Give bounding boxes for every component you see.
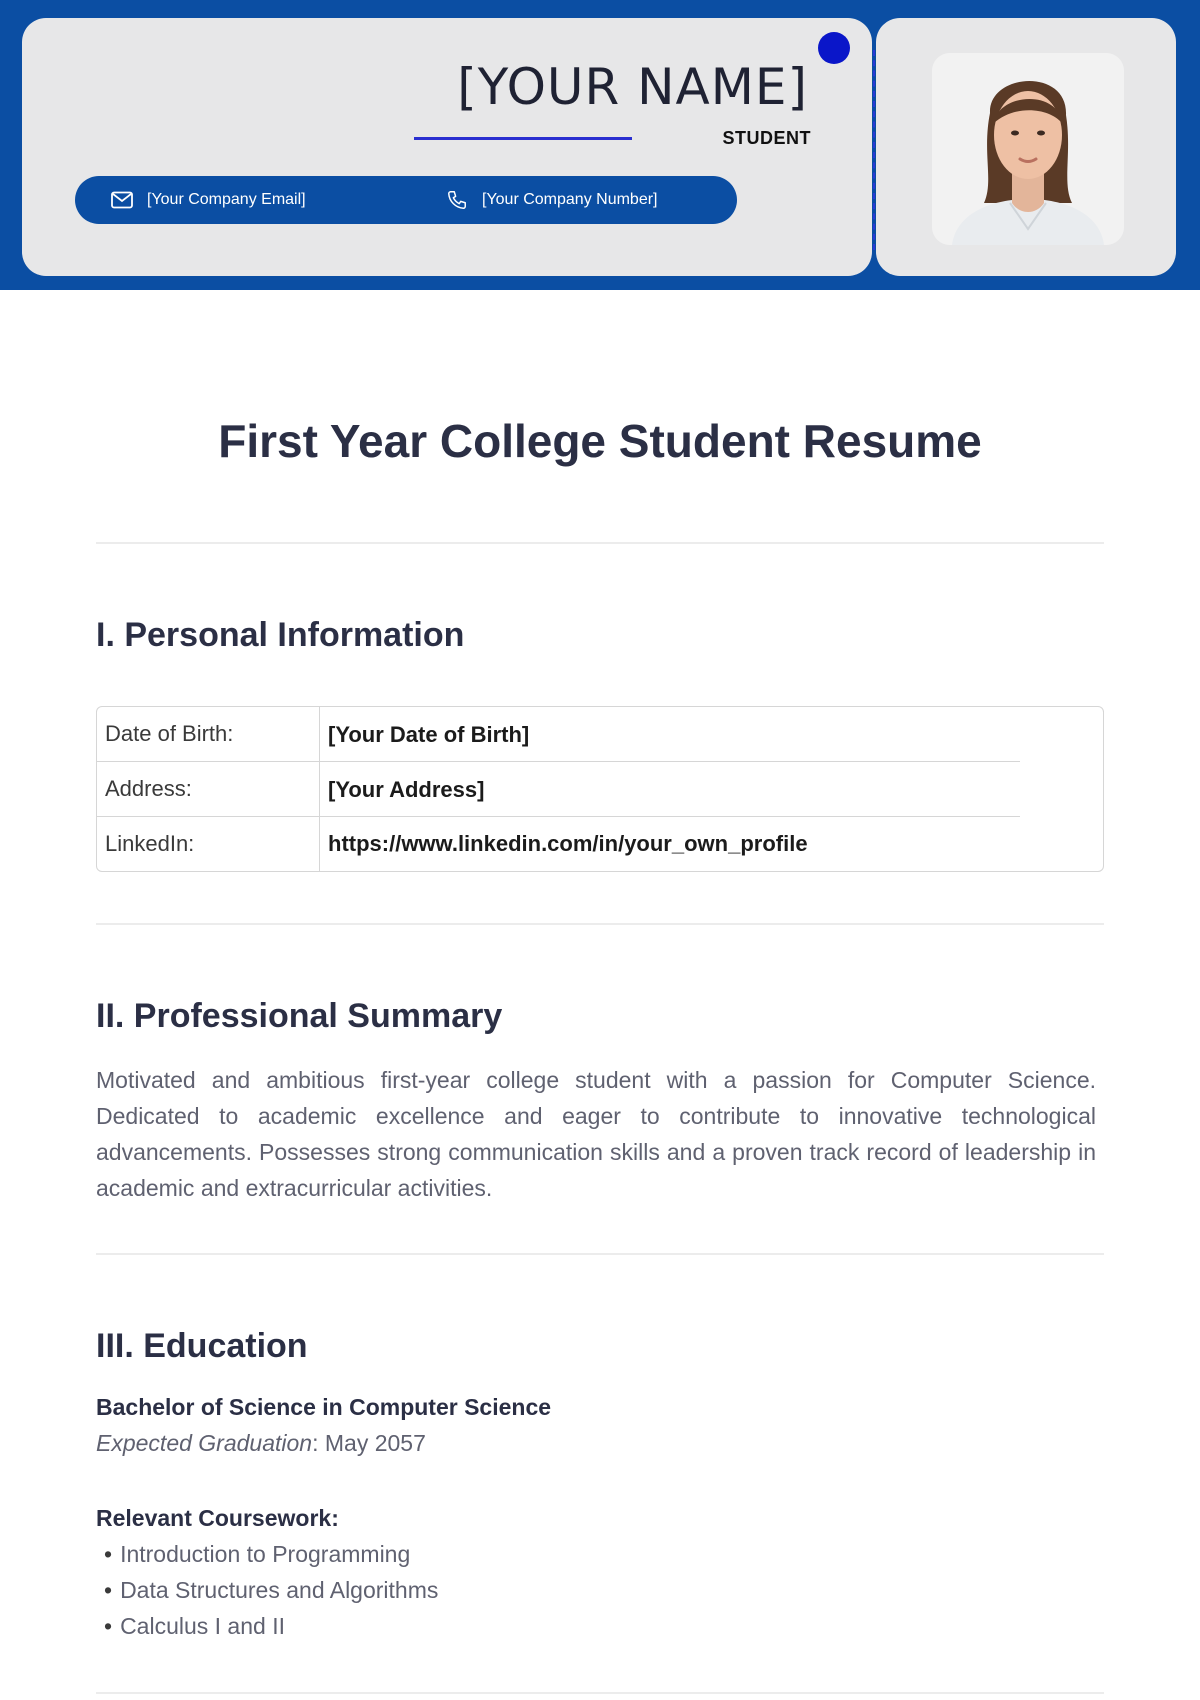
section-divider (96, 542, 1104, 544)
list-item: • Data Structures and Algorithms (96, 1572, 438, 1608)
dashed-divider (873, 50, 875, 250)
table-row (97, 707, 1103, 762)
row-value: [Your Address] (320, 762, 1103, 817)
candidate-role: STUDENT (722, 128, 811, 148)
section-divider (96, 1692, 1104, 1694)
phone-icon (446, 189, 468, 211)
summary-text: Motivated and ambitious first-year college student with a passion for Computer Science. Dedicated to academic excellence and eager to contribute to innovative technological advancements. Possesses strong communication skills and a proven track record of leadership in academic and extracurricular activities. (96, 1067, 1096, 1201)
candidate-name: [YOUR NAME] (457, 58, 808, 116)
coursework-list (96, 1536, 438, 1644)
portrait-image (932, 53, 1124, 245)
section-divider (96, 923, 1104, 925)
row-label: LinkedIn: (97, 817, 320, 871)
graduation-label: Expected Graduation (96, 1430, 313, 1456)
phone-text: [Your Company Number] (482, 191, 658, 208)
table-row (97, 817, 1103, 871)
list-item: • Introduction to Programming (96, 1536, 438, 1572)
section-title-personal: I. Personal Information (96, 616, 465, 654)
graduation-value: : May 2057 (312, 1430, 426, 1456)
accent-dot (818, 32, 850, 64)
row-label: Date of Birth: (97, 707, 320, 762)
coursework-title: Relevant Coursework: (96, 1505, 339, 1531)
section-title-education: III. Education (96, 1327, 308, 1365)
linkedin-link[interactable]: https://www.linkedin.com/in/your_own_profile (328, 831, 808, 856)
list-item: • Calculus I and II (96, 1608, 438, 1644)
section-divider (96, 1253, 1104, 1255)
envelope-icon (111, 191, 133, 209)
contact-bar (75, 176, 737, 224)
section-title-summary: II. Professional Summary (96, 997, 503, 1035)
contact-phone[interactable] (446, 176, 658, 224)
degree-name: Bachelor of Science in Computer Science (96, 1394, 552, 1420)
row-label: Address: (97, 762, 320, 817)
document-title: First Year College Student Resume (218, 415, 982, 467)
name-underline (414, 137, 632, 140)
table-row (97, 762, 1103, 817)
email-text: [Your Company Email] (147, 191, 306, 208)
profile-photo (932, 53, 1124, 245)
personal-info-table (96, 706, 1104, 872)
row-value: [Your Date of Birth] (320, 707, 1103, 762)
contact-email[interactable] (111, 176, 306, 224)
expected-graduation (96, 1430, 426, 1457)
